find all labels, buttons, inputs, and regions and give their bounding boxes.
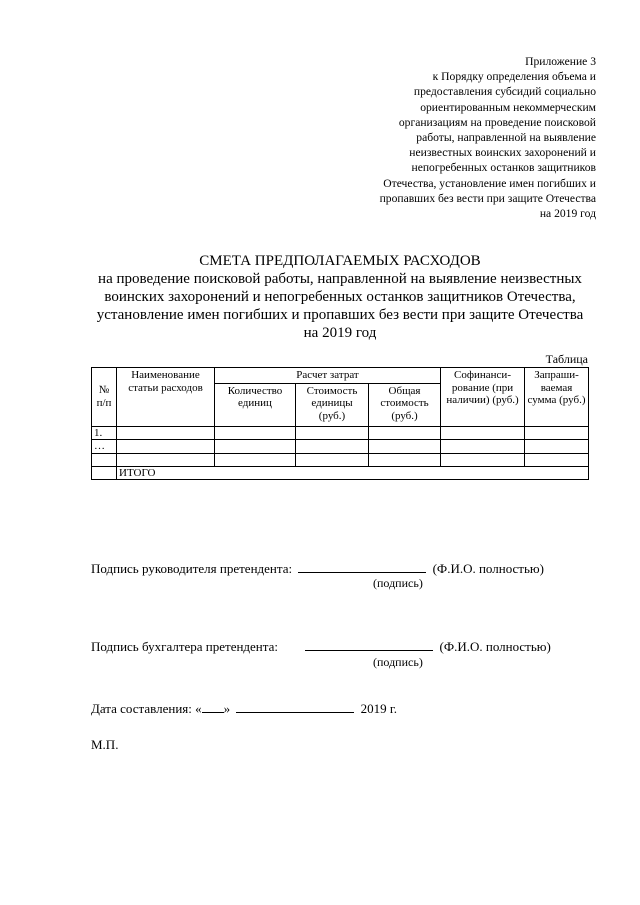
table-row (92, 453, 589, 466)
head-signature-line (298, 560, 426, 573)
header-unit-cost: Стоимость единицы (руб.) (296, 383, 369, 426)
appendix-line: пропавших без вести при защите Отечества (379, 191, 596, 205)
accountant-fio-label: (Ф.И.О. полностью) (439, 639, 551, 654)
total-label: ИТОГО (117, 466, 589, 480)
accountant-signature-label: Подпись бухгалтера претендента: (91, 639, 278, 654)
appendix-line: Приложение 3 (525, 55, 596, 68)
date-year: 2019 г. (360, 701, 397, 716)
appendix-line: на 2019 год (539, 207, 596, 221)
row-num: 1. (92, 426, 117, 440)
date-day-line (202, 700, 224, 713)
appendix-line: Отечества, установление имен погибших и (383, 176, 596, 190)
total-row (92, 466, 589, 480)
title-line: на проведение поисковой работы, направленной на выявление неизвестных (98, 271, 582, 287)
header-calc: Расчет затрат (215, 368, 441, 384)
table-row (92, 440, 589, 454)
date-month-line (236, 700, 354, 713)
header-name: Наименование статьи расходов (117, 368, 215, 427)
title-line: установление имен погибших и пропавших без вести при защите Отечества (96, 307, 584, 323)
head-signature-label: Подпись руководителя претендента: (91, 561, 293, 576)
title-main: СМЕТА ПРЕДПОЛАГАЕМЫХ РАСХОДОВ (199, 253, 481, 269)
appendix-line: ориентированным некоммерческим (420, 100, 596, 114)
document-title (90, 252, 590, 342)
accountant-signature (91, 638, 551, 655)
stamp-place: М.П. (91, 737, 119, 752)
appendix-line: неизвестных воинских захоронений и (409, 146, 596, 160)
row-num (92, 453, 117, 466)
appendix-line: предоставления субсидий социально (413, 85, 596, 99)
appendix-line: непогребенных останков защитников (411, 161, 596, 175)
title-line: на 2019 год (303, 325, 377, 341)
row-num: … (92, 440, 117, 454)
accountant-sign-caption: (подпись) (373, 655, 423, 669)
appendix-line: организациям на проведение поисковой (398, 115, 596, 129)
appendix-line: работы, направленной на выявление (416, 131, 596, 145)
date-quote: » (223, 701, 231, 716)
table-label: Таблица (545, 352, 588, 366)
appendix-header (296, 54, 596, 221)
title-line: воинских захоронений и непогребенных останков защитников Отечества, (104, 289, 576, 305)
header-qty: Количество единиц (215, 383, 296, 426)
table-row (92, 426, 589, 440)
header-total-cost: Общая стоимость (руб.) (369, 383, 441, 426)
head-signature (91, 560, 544, 577)
header-cofin: Софинанси-рование (при наличии) (руб.) (441, 368, 525, 427)
header-requested: Запраши-ваемая сумма (руб.) (525, 368, 589, 427)
head-sign-caption: (подпись) (373, 576, 423, 590)
header-num: № п/п (92, 368, 117, 427)
date-label: Дата составления: « (91, 701, 202, 716)
appendix-line: к Порядку определения объема и (432, 70, 596, 84)
head-fio-label: (Ф.И.О. полностью) (432, 561, 544, 576)
accountant-signature-line (305, 638, 433, 651)
date-line (91, 700, 397, 717)
estimate-table (91, 367, 589, 480)
